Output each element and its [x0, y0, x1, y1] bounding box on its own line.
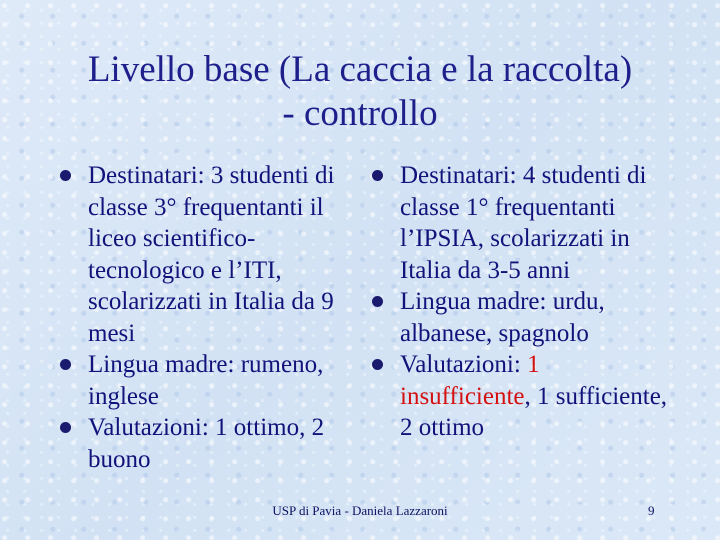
slide-title [0, 48, 720, 136]
right-bullet-text-suffix: , 1 sufficiente, 2 ottimo [400, 382, 668, 441]
left-bullet-text: Destinatari: 3 studenti di classe 3° frequentanti il liceo scientifico-tecnologico e l’ITI, scolarizzati in Italia da 9 mesi [88, 162, 335, 347]
slide-footer: USP di Pavia - Daniela Lazzaroni [272, 503, 448, 518]
bullet-dot-icon [372, 359, 383, 370]
right-bullet-item [372, 160, 672, 286]
right-bullet-text: Lingua madre: urdu, albanese, spagnolo [400, 288, 605, 347]
slide-title-line2: - controllo [282, 93, 438, 134]
left-bullet-list [60, 160, 360, 475]
bullet-dot-icon [372, 296, 383, 307]
left-bullet-item [60, 412, 360, 475]
right-bullet-item [372, 286, 672, 349]
right-bullet-list [372, 160, 672, 444]
right-bullet-text-prefix: Valutazioni: [400, 351, 528, 378]
slide-title-line1: Livello base (La caccia e la raccolta) [87, 49, 633, 90]
page-number: 9 [648, 503, 655, 518]
bullet-dot-icon [60, 359, 71, 370]
left-bullet-text: Valutazioni: 1 ottimo, 2 buono [88, 414, 325, 473]
right-bullet-text: Destinatari: 4 studenti di classe 1° frequentanti l’IPSIA, scolarizzati in Italia da 3-5 anni [400, 162, 647, 284]
left-bullet-text: Lingua madre: rumeno, inglese [88, 351, 324, 410]
bullet-dot-icon [60, 422, 71, 433]
right-bullet-item [372, 349, 672, 444]
bullet-dot-icon [60, 170, 71, 181]
left-bullet-item [60, 349, 360, 412]
left-bullet-item [60, 160, 360, 349]
insufficient-highlight: 1 insufficiente [400, 351, 540, 410]
bullet-dot-icon [372, 170, 383, 181]
